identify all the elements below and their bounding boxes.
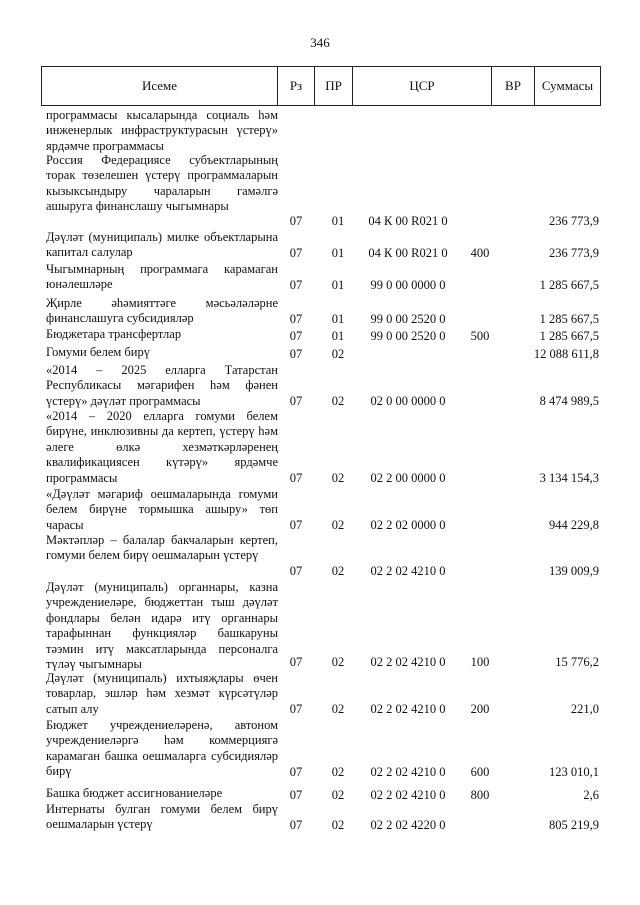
row-pr: 01 [331,245,345,260]
row-csr: 04 К 00 R021 0 [368,213,448,228]
row-name: Бюджетара трансфертлар [46,327,182,341]
row-rz: 07 [289,787,303,802]
row-sum: 8 474 989,5 [539,393,599,408]
row-csr: 02 2 02 0000 0 [370,517,446,532]
row-sum: 2,6 [583,787,599,802]
row-name: Җирле әһәмияттәге мәсьәләләрне финанслашуга субсидияләр [46,296,278,326]
table-row [46,580,601,670]
header-vr: ВР [492,67,535,105]
row-rz: 07 [289,393,303,408]
row-pr: 02 [331,817,345,832]
row-csr: 02 2 02 4210 0 [370,563,446,578]
table-header [41,66,601,106]
row-sum: 123 010,1 [549,764,599,779]
row-sum: 3 134 154,3 [539,470,599,485]
row-pr: 02 [331,346,345,361]
table-row [46,296,601,327]
row-name: Дәүләт (муниципаль) органнары, казна учреждениеләре, бюджеттан тыш дәүләт фондлары белән идарә итү органнары тарафыннан функцияләр башкаруны тәэмин итү максатларында персоналга түләү чыгымнары [46,580,278,672]
row-rz: 07 [289,817,303,832]
table-row [46,345,601,362]
row-name: «2014 – 2020 елларга гомуми белем бирүне, инклюзивны да кертеп, үстерү һәм әлеге өлкә хезмәткәрләренең квалификациясен күтәрү» ярдәмче программасы [46,409,278,485]
row-csr: 02 0 00 0000 0 [370,393,446,408]
row-rz: 07 [289,563,303,578]
row-csr: 02 2 00 0000 0 [370,470,446,485]
table-row [46,262,601,293]
row-name: программасы кысаларында социаль һәм инженерлык инфраструктурасын үстерү» ярдәмче программасы [46,108,278,153]
row-sum: 139 009,9 [549,563,599,578]
table-row [46,230,601,261]
row-pr: 02 [331,470,345,485]
row-rz: 07 [289,245,303,260]
row-rz: 07 [289,701,303,716]
row-vr: 200 [470,701,490,716]
row-name: Интернаты булган гомуми белем бирү оешмаларын үстерү [46,802,278,832]
row-csr: 02 2 02 4210 0 [370,701,446,716]
table-row [46,802,601,833]
row-name: «Дәүләт мәгариф оешмаларында гомуми белем бирүне тормышка ашыру» төп чарасы [46,487,278,532]
table-row [46,409,601,486]
row-csr: 02 2 02 4210 0 [370,654,446,669]
row-rz: 07 [289,346,303,361]
row-name: Дәүләт (муниципаль) ихтыяҗлары өчен товарлар, эшләр һәм хезмәт күрсәтүләр сатып алу [46,671,278,716]
row-csr: 02 2 02 4210 0 [370,764,446,779]
row-vr: 800 [470,787,490,802]
row-sum: 12 088 611,8 [533,346,599,361]
row-pr: 02 [331,654,345,669]
table-row [46,363,601,409]
row-rz: 07 [289,764,303,779]
row-sum: 236 773,9 [549,245,599,260]
row-sum: 15 776,2 [555,654,599,669]
row-name: Бюджет учреждениеләренә, автоном учреждениеләргә һәм коммерциягә карамаган башка оешмаларга субсидияләр бирү [46,718,278,779]
row-name: Чыгымнарның программага карамаган юнәлешләре [46,262,278,292]
header-rz: Рз [278,67,315,105]
row-pr: 01 [331,213,345,228]
row-sum: 1 285 667,5 [539,328,599,343]
row-pr: 02 [331,517,345,532]
table-row [46,533,601,579]
row-csr: 02 2 02 4220 0 [370,817,446,832]
row-sum: 221,0 [570,701,599,716]
row-rz: 07 [289,470,303,485]
row-rz: 07 [289,311,303,326]
table-row [46,718,601,780]
row-csr: 04 К 00 R021 0 [368,245,448,260]
table-row [46,108,601,154]
row-sum: 805 219,9 [549,817,599,832]
header-sum: Суммасы [541,78,594,93]
row-pr: 01 [331,311,345,326]
row-sum: 944 229,8 [549,517,599,532]
row-pr: 02 [331,701,345,716]
row-pr: 01 [331,328,345,343]
row-pr: 02 [331,764,345,779]
header-pr: ПР [315,67,353,105]
header-csr: ЦСР [353,67,492,105]
row-csr: 99 0 00 0000 0 [370,277,446,292]
header-name: Исеме [42,67,278,105]
row-vr: 400 [470,245,490,260]
row-vr: 100 [470,654,490,669]
row-pr: 02 [331,787,345,802]
row-name: Россия Федерациясе субъектларының торак төзелешен үстерү программаларын кызыксындыру чараларын гамәлгә ашыруга финанслашу чыгымнары [46,153,278,214]
row-rz: 07 [289,654,303,669]
page-number: 346 [310,35,330,50]
row-rz: 07 [289,213,303,228]
table-row [46,671,601,717]
row-sum: 1 285 667,5 [539,277,599,292]
table-row [46,786,601,803]
row-name: Гомуми белем бирү [46,345,150,359]
row-sum: 236 773,9 [549,213,599,228]
row-sum: 1 285 667,5 [539,311,599,326]
row-rz: 07 [289,328,303,343]
row-name: Дәүләт (муниципаль) милке объектларына капитал салулар [46,230,278,260]
row-csr: 99 0 00 2520 0 [370,311,446,326]
table-row [46,153,601,229]
row-name: «2014 – 2025 елларга Татарстан Республикасы мәгарифен һәм фәнен үстерү» дәүләт программасы [46,363,278,408]
table-row [46,487,601,533]
row-pr: 02 [331,393,345,408]
row-pr: 02 [331,563,345,578]
row-pr: 01 [331,277,345,292]
row-csr: 02 2 02 4210 0 [370,787,446,802]
table-row [46,327,601,344]
row-rz: 07 [289,277,303,292]
row-vr: 600 [470,764,490,779]
row-vr: 500 [470,328,490,343]
row-name: Башка бюджет ассигнованиеләре [46,786,223,800]
row-rz: 07 [289,517,303,532]
row-csr: 99 0 00 2520 0 [370,328,446,343]
row-name: Мәктәпләр – балалар бакчаларын кертеп, гомуми белем бирү оешмаларын үстерү [46,533,278,563]
